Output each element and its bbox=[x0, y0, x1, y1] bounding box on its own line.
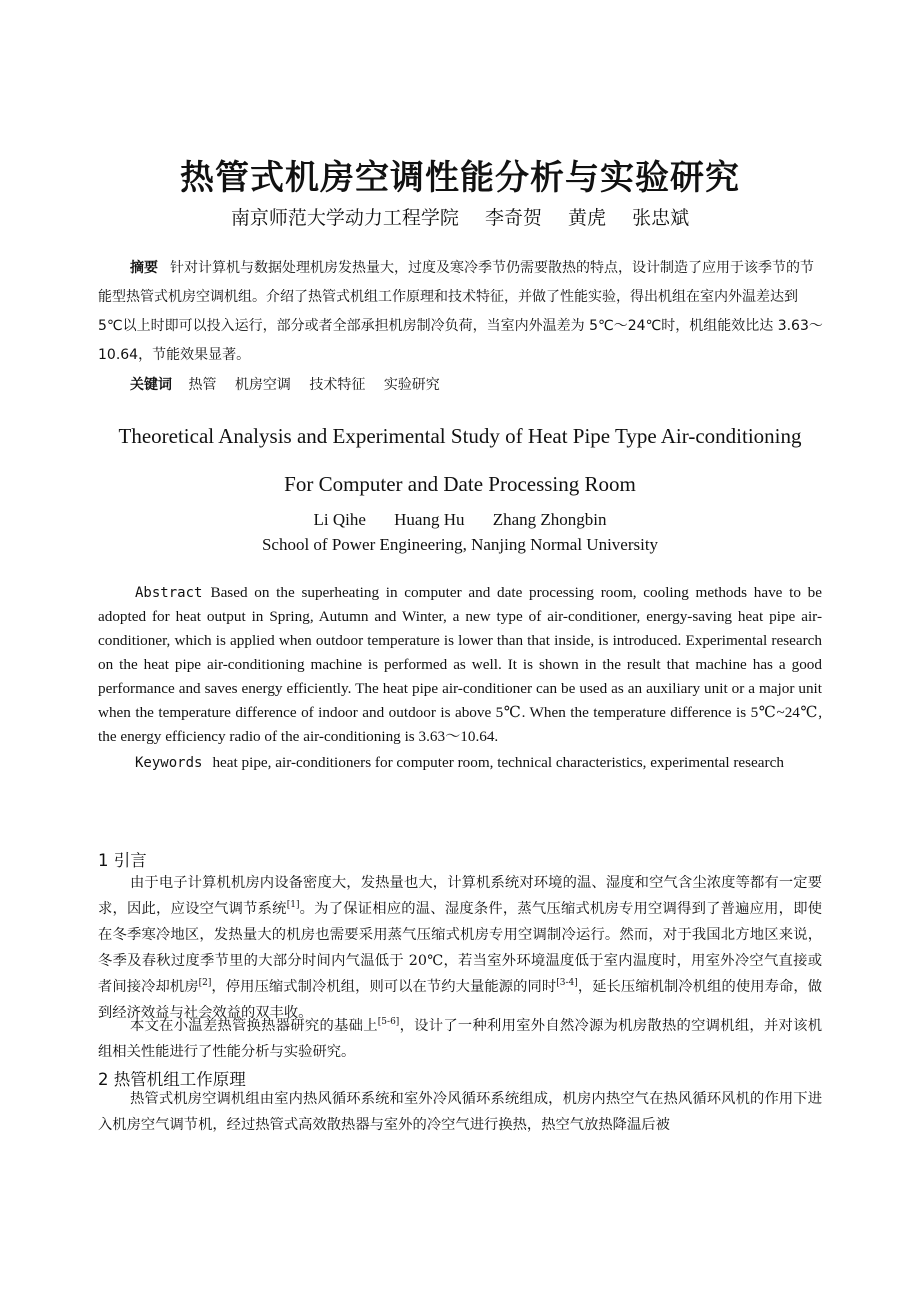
zh-authors bbox=[0, 203, 920, 230]
zh-abstract bbox=[98, 254, 823, 370]
en-affiliation: School of Power Engineering, Nanjing Normal University bbox=[261, 535, 659, 554]
en-abstract-label: Abstract bbox=[135, 585, 203, 601]
intro-paragraph-1 bbox=[98, 870, 822, 1026]
en-author-name: Zhang Zhongbin bbox=[492, 510, 607, 529]
zh-abstract-label: 摘要 bbox=[130, 260, 158, 276]
en-keywords-label: Keywords bbox=[135, 755, 203, 771]
zh-author-name: 李奇贺 bbox=[484, 207, 542, 229]
principle-paragraph-1: 热管式机房空调机组由室内热风循环系统和室外冷风循环系统组成，机房内热空气在热风循环风机的作用下进入机房空气调节机，经过热管式高效散热器与室外的冷空气进行换热，热空气放热降温后被 bbox=[98, 1091, 822, 1133]
zh-abstract-text: 针对计算机与数据处理机房发热量大，过度及寒冷季节仍需要散热的特点，设计制造了应用于该季节的节能型热管式机房空调机组。介绍了热管式机组工作原理和技术特征，并做了性能实验，得出机组在室内外温差达到 5℃以上时即可以投入运行，部分或者全部承担机房制冷负荷，当室内外温差为 5℃～24℃时，机组能效比达 3.63～10.64，节能效果显著。 bbox=[98, 260, 823, 363]
citation: [1] bbox=[286, 900, 300, 910]
text-run: ，设计了一种利用室外自然冷源为机房散热的空调机组，并对该机组相关性能进行了性能分析与实验研究。 bbox=[98, 1018, 823, 1060]
intro-paragraph-2 bbox=[98, 1013, 822, 1065]
zh-keyword: 热管 bbox=[188, 377, 217, 393]
en-abstract bbox=[98, 581, 822, 749]
text-run: ，延长压缩机制冷机组的使用寿命，做到经济效益与社会效益的双丰收。 bbox=[98, 979, 823, 1021]
zh-keywords-label: 关键词 bbox=[130, 377, 172, 393]
zh-title: 热管式机房空调性能分析与实验研究 bbox=[180, 158, 740, 198]
citation: [3-4] bbox=[556, 978, 578, 988]
zh-keyword: 技术特征 bbox=[309, 377, 366, 393]
en-keywords-text: heat pipe, air-conditioners for computer room, technical characteristics, experimental research bbox=[212, 754, 784, 771]
zh-keyword: 机房空调 bbox=[234, 377, 291, 393]
zh-author-name: 黄虎 bbox=[568, 207, 607, 229]
section-heading-introduction: 1 引言 bbox=[98, 851, 147, 870]
text-run: ，停用压缩式制冷机组，则可以在节约大量能源的同时 bbox=[211, 979, 557, 995]
zh-keyword: 实验研究 bbox=[383, 377, 440, 393]
en-author-name: Huang Hu bbox=[394, 510, 465, 529]
text-run: 本文在小温差热管换热器研究的基础上 bbox=[130, 1018, 378, 1034]
en-author-name: Li Qihe bbox=[313, 510, 366, 529]
zh-keywords bbox=[130, 374, 454, 394]
en-title-line1: Theoretical Analysis and Experimental Study of Heat Pipe Type Air-conditioning bbox=[118, 424, 802, 448]
zh-author-name: 张忠斌 bbox=[632, 207, 690, 229]
text-run: 由于电子计算机机房内设备密度大，发热量也大，计算机系统对环境的温、湿度和空气含尘浓度等都有一定要求，因此，应设空气调节系统 bbox=[98, 875, 822, 917]
citation: [5-6] bbox=[377, 1017, 400, 1027]
section-heading-working-principle: 2 热管机组工作原理 bbox=[98, 1070, 246, 1089]
en-title-line2: For Computer and Date Processing Room bbox=[284, 472, 636, 496]
text-run: 。为了保证相应的温、湿度条件，蒸气压缩式机房专用空调得到了普遍应用，即使在冬季寒冷地区，发热量大的机房也需要采用蒸气压缩式机房专用空调制冷运行。然而，对于我国北方地区来说，冬季及春秋过度季节里的大部分时间内气温低于 20℃，若当室外环境温度低于室内温度时，用室外冷空气直接或者间接冷却机房 bbox=[98, 901, 823, 995]
en-abstract-text: Based on the superheating in computer and date processing room, cooling methods have to be adopted for heat output in Spring, Autumn and Winter, a new type of air-conditioner, energy-saving heat pipe air-conditioner, which is applied when outdoor temperature is lower than that inside, is introduced. Experimental research on the heat pipe air-conditioning machine is performed as well. It is shown in the result that machine has a good performance and saves energy efficiently. The heat pipe air-conditioner can be used as an auxiliary unit or a major unit when the temperature difference of indoor and outdoor is above 5℃. When the temperature difference is 5℃~24℃, the energy efficiency radio of the air-conditioning is 3.63～10.64. bbox=[98, 584, 822, 745]
en-authors bbox=[0, 510, 920, 530]
en-keywords bbox=[98, 751, 822, 775]
zh-affiliation: 南京师范大学动力工程学院 bbox=[230, 207, 459, 229]
citation: [2] bbox=[198, 978, 212, 988]
